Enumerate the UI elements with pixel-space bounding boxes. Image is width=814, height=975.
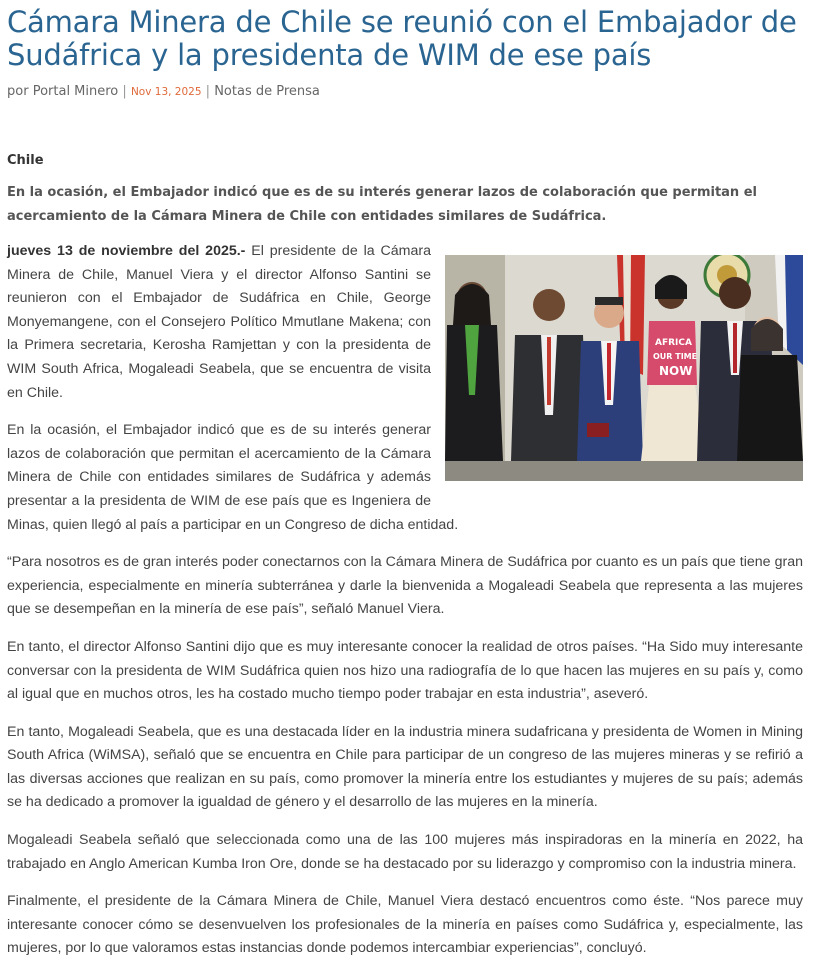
shirt-text-1: AFRICA <box>655 338 692 348</box>
article-title: Cámara Minera de Chile se reunió con el Embajador de Sudáfrica y la presidenta de WIM de ese país <box>7 5 797 72</box>
article-body <box>7 240 803 961</box>
article-lead: En la ocasión, el Embajador indicó que es de su interés generar lazos de colaboración que permitan el acercamiento de la Cámara Minera de Chile con entidades similares de Sudáfrica. <box>7 185 757 224</box>
paragraph-4: En tanto, el director Alfonso Santini dijo que es muy interesante conocer la realidad de otros países. “Ha Sido muy interesante conversar con la presidenta de WIM Sudáfrica quien nos hizo una radiografía de lo que hacen las mujeres en su país y, como al igual que en muchos otros, les ha costado mucho tiempo poder trabajar en esta industria”, aseveró. <box>7 638 803 703</box>
meta-separator: | <box>122 84 127 99</box>
group-photo-illustration <box>445 255 803 481</box>
paragraph-1-text: El presidente de la Cámara Minera de Chile, Manuel Viera y el director Alfonso Santini se reunieron con el Embajador de Sudáfrica en Chile, George Monyemangene, con el Consejero Político Mmutlane Makena; con la Primera secretaria, Kerosha Ramjettan y con la presidenta de WIM South Africa, Mogaleadi Seabela, que se encuentra de visita en Chile. <box>7 243 431 401</box>
shirt-text-2: OUR TIME <box>653 352 698 361</box>
byline-prefix: por <box>7 84 29 99</box>
dateline: jueves 13 de noviembre del 2025.- <box>7 243 246 259</box>
paragraph-6: Mogaleadi Seabela señaló que seleccionada como una de las 100 mujeres más inspiradoras en la minería en 2022, ha trabajado en Anglo American Kumba Iron Ore, donde se ha destacado por su liderazgo y compromiso con la industria minera. <box>7 832 803 872</box>
paragraph-3: “Para nosotros es de gran interés poder conectarnos con la Cámara Minera de Sudáfrica por cuanto es un país que tiene gran experiencia, especialmente en minería subterránea y darle la bienvenida a Mogaleadi Seabela que representa a las mujeres que se desempeñan en la minería de ese país”, señaló Manuel Viera. <box>7 554 803 618</box>
paragraph-2: En la ocasión, el Embajador indicó que es de su interés generar lazos de colaboración que permitan el acercamiento de la Cámara Minera de Chile con entidades similares de Sudáfrica y además presentar a la presidenta de WIM de ese país que es Ingeniera de Minas, quien llegó al país a participar en un Congreso de dicha entidad. <box>7 422 459 533</box>
author-link[interactable]: Portal Minero <box>32 84 119 99</box>
publish-date: Nov 13, 2025 <box>130 86 202 98</box>
region-label: Chile <box>7 153 44 168</box>
article-meta <box>7 82 803 102</box>
shirt-text-3: NOW <box>659 364 693 378</box>
article <box>7 0 803 975</box>
article-photo <box>445 255 803 481</box>
paragraph-5: En tanto, Mogaleadi Seabela, que es una destacada líder en la industria minera sudafricana y presidenta de Women in Mining South Africa (WiMSA), señaló que se encuentra en Chile para participar de un congreso de las mujeres mineras y se refirió a las diversas acciones que realizan en su país, como promover la minería entre los estudiantes y mujeres de su país; además se ha dedicado a promover la igualdad de género y el desarrollo de las mujeres en la minería. <box>7 723 803 811</box>
paragraph-7: Finalmente, el presidente de la Cámara Minera de Chile, Manuel Viera destacó encuentros como éste. “Nos parece muy interesante conocer cómo se desenvuelven los profesionales de la minería en países como Sudáfrica y, especialmente, las mujeres, por lo que valoramos estas instancias donde podemos intercambiar experiencias”, concluyó. <box>7 893 803 957</box>
category-link[interactable]: Notas de Prensa <box>214 84 320 99</box>
meta-separator: | <box>205 84 211 99</box>
